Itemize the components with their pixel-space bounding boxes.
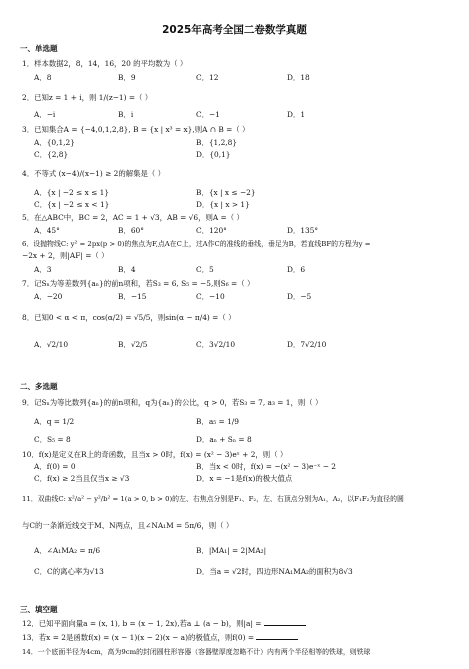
- q12-answer-blank[interactable]: [264, 618, 306, 626]
- q7-option-c: C．−10: [196, 292, 225, 301]
- q8-option-b: B．√2/5: [118, 340, 148, 349]
- question-12: [22, 618, 306, 629]
- q9-option-d: D．aₙ + Sₙ = 8: [196, 435, 252, 444]
- q10-option-b: B．当x < 0时，f(x) = −(x² − 3)e⁻ˣ − 2: [196, 462, 337, 471]
- q6-option-d: D．6: [287, 265, 306, 274]
- question-7-stem: 7．记Sₙ为等差数列{aₙ}的前n项和，若S₃ = 6, S₅ = −5,则S₆ =（ ）: [22, 279, 255, 288]
- q6-option-a: A．3: [34, 265, 52, 274]
- question-11-stem-line-2: 与C的一条渐近线交于M、N两点，且∠NA₁M = 5π/6，则（ ）: [22, 521, 234, 530]
- question-1-stem: 1．样本数据2，8，14，16，20 的平均数为（ ）: [22, 59, 188, 68]
- q4-option-c: C．{x | −2 ≤ x < 1}: [34, 200, 110, 209]
- q7-option-b: B．−15: [118, 292, 147, 301]
- q2-option-c: C．−1: [196, 110, 220, 119]
- q4-option-d: D．{x | x > 1}: [196, 200, 250, 209]
- question-6-stem-line-2: −2x + 2，则|AF| =（ ）: [22, 251, 109, 260]
- q3-option-a: A．{0,1,2}: [34, 138, 75, 147]
- q9-option-b: B．a₅ = 1/9: [196, 417, 239, 426]
- question-11-stem-line-1: 11．双曲线C: x²/a² − y²/b² = 1(a > 0, b > 0)的左、右焦点分别是F₁、F₂，左、右顶点分别为A₁，A₂，以F₁F₂为直径的圆: [22, 495, 404, 503]
- question-13-stem: 13．若x = 2是函数f(x) = (x − 1)(x − 2)(x − a)的极值点，则f(0) =: [22, 633, 255, 642]
- question-8-stem: 8．已知0 < α < π，cos(α/2) = √5/5，则sin(α − π/4) =（ ）: [22, 313, 236, 322]
- q3-option-c: C．{2,8}: [34, 150, 69, 159]
- section-heading-multiple-choice: 二、多选题: [20, 382, 58, 391]
- question-13: [22, 632, 298, 643]
- section-heading-fill-in: 三、填空题: [20, 605, 58, 614]
- q7-option-d: D．−5: [287, 292, 312, 301]
- q1-option-a: A．8: [34, 73, 52, 82]
- question-6-stem-line-1: 6．设抛物线C: y² = 2px(p > 0)的焦点为F,点A在C上，过A作C的准线的垂线，垂足为B，若直线BF的方程为y =: [22, 240, 371, 248]
- q3-option-d: D．{0,1}: [196, 150, 231, 159]
- q11-option-b: B．|MA₁| = 2|MA₂|: [196, 546, 267, 555]
- q4-option-a: A．{x | −2 ≤ x ≤ 1}: [34, 188, 110, 197]
- q5-option-c: C．120°: [196, 226, 227, 235]
- q10-option-a: A．f(0) = 0: [34, 462, 76, 471]
- q9-option-c: C．S₅ = 8: [34, 435, 71, 444]
- question-2-stem: 2．已知z = 1 + i，则 1/(z−1) =（ ）: [22, 93, 153, 102]
- q5-option-b: B．60°: [118, 226, 144, 235]
- question-9-stem: 9．记Sₙ为等比数列{aₙ}的前n项和，q为{aₙ}的公比，q > 0，若S₃ = 7, a₃ = 1，则（ ）: [22, 398, 323, 407]
- question-5-stem: 5．在△ABC中，BC = 2，AC = 1 + √3，AB = √6，则A =（ ）: [22, 213, 244, 222]
- q1-option-d: D．18: [287, 73, 310, 82]
- q1-option-c: C．12: [196, 73, 219, 82]
- question-4-stem: 4．不等式 (x−4)/(x−1) ≥ 2的解集是（ ）: [22, 169, 166, 178]
- q2-option-d: D．1: [287, 110, 306, 119]
- q2-option-a: A．−i: [34, 110, 56, 119]
- q8-option-c: C．3√2/10: [196, 340, 236, 349]
- section-heading-single-choice: 一、单选题: [20, 44, 58, 53]
- question-14-stem: 14．一个底面半径为4cm，高为9cm的封闭圆柱形容器（容器壁厚度忽略不计）内有两个半径相等的铁球，则铁球: [22, 648, 371, 656]
- q11-option-d: D．当a = √2时，四边形NA₁MA₂的面积为8√3: [196, 567, 353, 576]
- q8-option-d: D．7√2/10: [287, 340, 327, 349]
- q3-option-b: B．{1,2,8}: [196, 138, 238, 147]
- question-3-stem: 3．已知集合A = {−4,0,1,2,8}, B = {x | x³ = x},则A ∩ B =（ ）: [22, 125, 250, 134]
- q5-option-a: A．45°: [34, 226, 60, 235]
- q6-option-b: B．4: [118, 265, 136, 274]
- q10-option-c: C．f(x) ≥ 2当且仅当x ≥ √3: [34, 474, 130, 483]
- q8-option-a: A．√2/10: [34, 340, 69, 349]
- q11-option-a: A．∠A₁MA₂ = π/6: [34, 546, 101, 555]
- q5-option-d: D．135°: [287, 226, 319, 235]
- q4-option-b: B．{x | x ≤ −2}: [196, 188, 256, 197]
- q2-option-b: B．i: [118, 110, 134, 119]
- q1-option-b: B．9: [118, 73, 136, 82]
- q13-answer-blank[interactable]: [256, 632, 298, 640]
- question-12-stem: 12．已知平面向量a = (x, 1), b = (x − 1, 2x),若a ⊥ (a − b)，则|a| =: [22, 619, 262, 628]
- question-10-stem: 10．f(x)是定义在R上的奇函数，且当x > 0时，f(x) = (x² − 3)eˣ + 2，则（ ）: [22, 450, 288, 459]
- q6-option-c: C．5: [196, 265, 214, 274]
- q7-option-a: A．−20: [34, 292, 63, 301]
- q11-option-c: C．C的离心率为√13: [34, 567, 104, 576]
- q9-option-a: A．q = 1/2: [34, 417, 75, 426]
- page-title: 2025年高考全国二卷数学真题: [162, 24, 307, 36]
- q10-option-d: D．x = −1是f(x)的极大值点: [196, 474, 293, 483]
